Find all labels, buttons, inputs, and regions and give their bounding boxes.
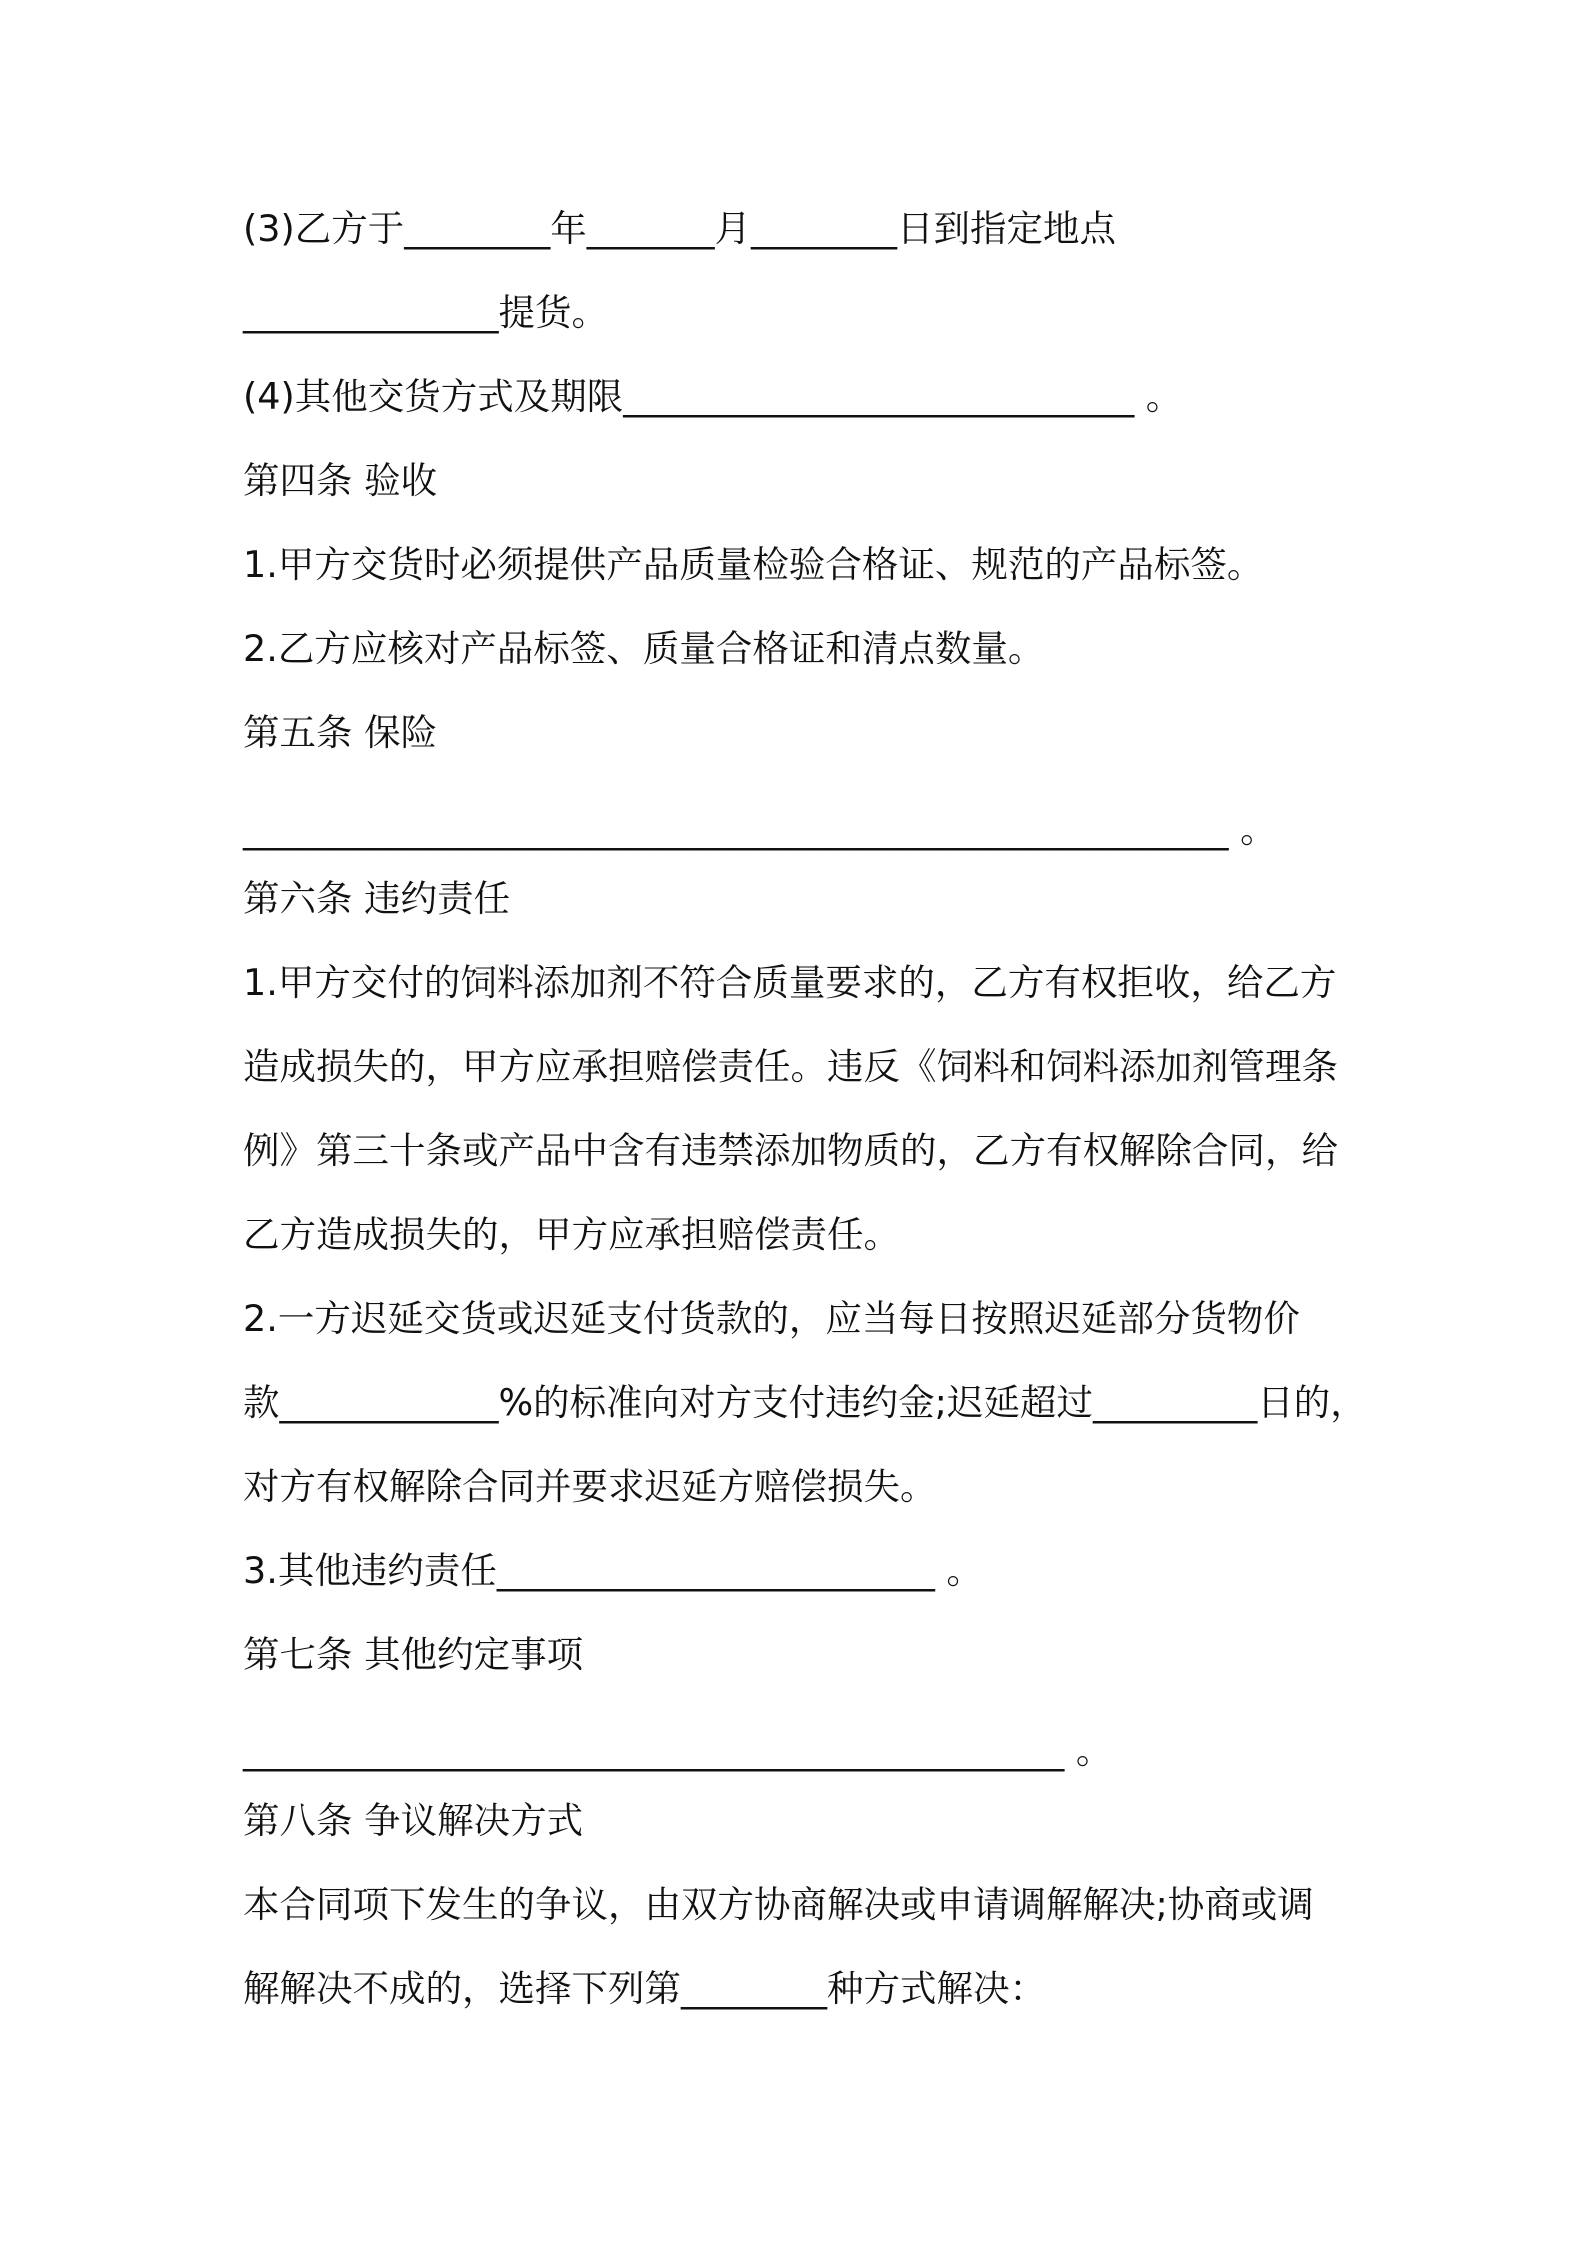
clause-4-other-delivery: (4)其他交货方式及期限____________________________ 。 (243, 375, 1183, 418)
article-4-heading: 第四条 验收 (243, 459, 438, 502)
liability-item-2-line-2: 款____________%的标准向对方支付违约金;迟延超过_________日的， (243, 1381, 1367, 1424)
article-6-heading: 第六条 违约责任 (243, 877, 511, 920)
inspection-item-2: 2.乙方应核对产品标签、质量合格证和清点数量。 (243, 627, 1045, 670)
article-5-heading: 第五条 保险 (243, 711, 438, 754)
clause-3-pickup-date: (3)乙方于________年_______月________日到指定地点 (243, 207, 1116, 250)
liability-item-1-line-2: 造成损失的，甲方应承担赔偿责任。违反《饲料和饲料添加剂管理条 (243, 1045, 1338, 1088)
liability-item-1-line-3: 例》第三十条或产品中含有违禁添加物质的，乙方有权解除合同，给 (243, 1129, 1338, 1172)
liability-item-1-line-1: 1.甲方交付的饲料添加剂不符合质量要求的，乙方有权拒收，给乙方 (243, 961, 1337, 1004)
liability-item-3: 3.其他违约责任________________________ 。 (243, 1549, 983, 1592)
other-matters-blank: _____________________________________________ 。 (243, 1729, 1113, 1772)
article-7-heading: 第七条 其他约定事项 (243, 1633, 584, 1676)
clause-3-pickup-location: ______________提货。 (243, 291, 608, 334)
insurance-blank: ______________________________________________________ 。 (243, 808, 1277, 851)
article-8-heading: 第八条 争议解决方式 (243, 1799, 584, 1842)
dispute-resolution-line-1: 本合同项下发生的争议，由双方协商解决或申请调解解决;协商或调 (243, 1883, 1314, 1926)
liability-item-2-line-3: 对方有权解除合同并要求迟延方赔偿损失。 (243, 1465, 937, 1508)
liability-item-2-line-1: 2.一方迟延交货或迟延支付货款的，应当每日按照迟延部分货物价 (243, 1297, 1300, 1340)
liability-item-1-line-4: 乙方造成损失的，甲方应承担赔偿责任。 (243, 1213, 900, 1256)
dispute-resolution-line-2: 解解决不成的，选择下列第________种方式解决： (243, 1967, 1046, 2010)
inspection-item-1: 1.甲方交货时必须提供产品质量检验合格证、规范的产品标签。 (243, 543, 1264, 586)
